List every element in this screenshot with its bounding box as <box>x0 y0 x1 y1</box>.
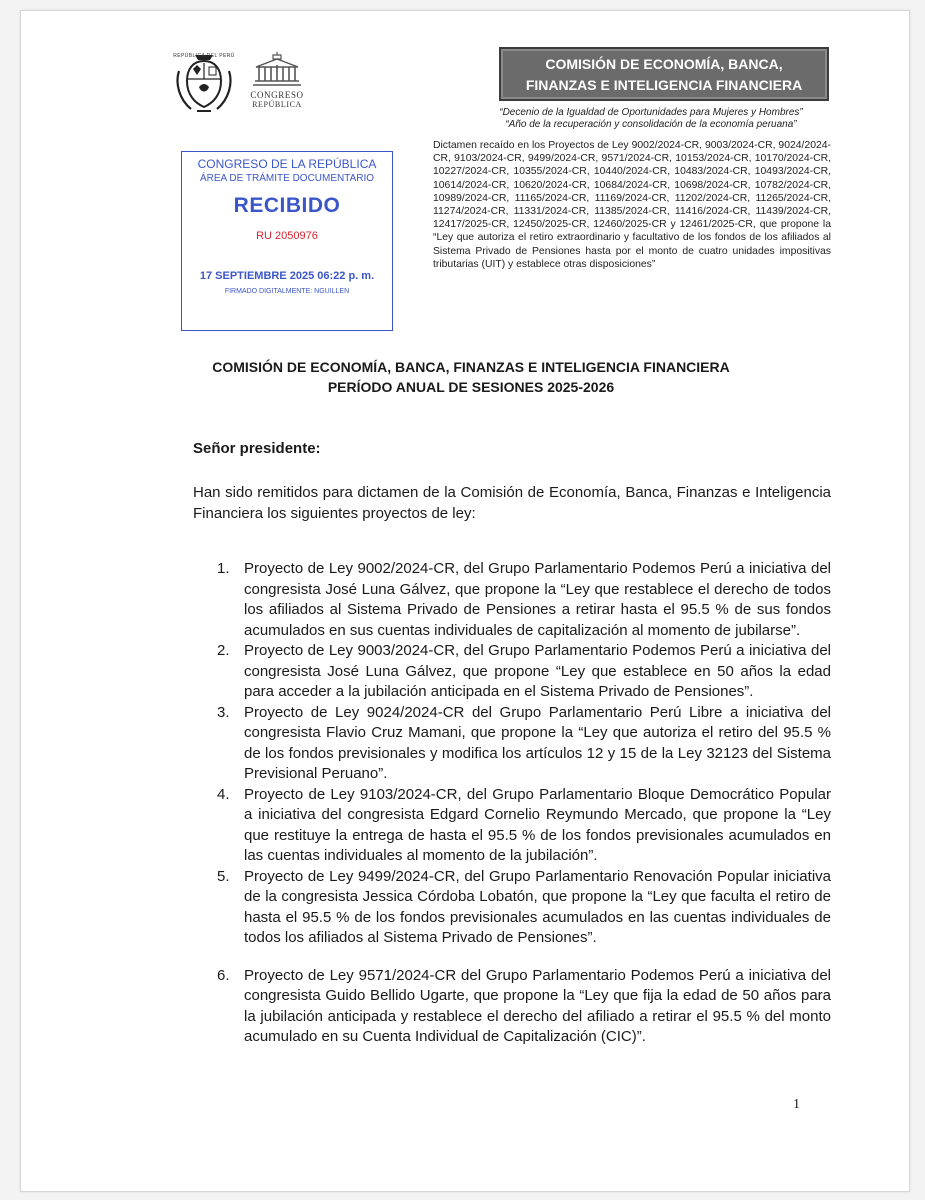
list-item-text: Proyecto de Ley 9103/2024-CR, del Grupo Parlamentario Bloque Democrático Popular a iniciativa del congresista Edgard Cornelio Reymundo Mercado, que propone la “Ley que restituye la entrega de hasta el 95.5 % de los fondos previsionales acumulados en las cuentas individuales al momento de la jubilación”. <box>244 785 831 864</box>
list-item-number: 3. <box>217 703 230 721</box>
congreso-logo <box>243 51 311 117</box>
reception-stamp <box>181 151 393 331</box>
decenio-text <box>461 107 841 131</box>
stamp-status: RECIBIDO <box>233 194 341 217</box>
projects-list <box>217 559 831 1048</box>
list-item <box>217 966 831 1048</box>
stamp-area: ÁREA DE TRÁMITE DOCUMENTARIO <box>199 173 375 184</box>
page-number: 1 <box>793 1097 800 1112</box>
commission-banner <box>499 47 829 101</box>
banner-line2: FINANZAS E INTELIGENCIA FINANCIERA <box>525 77 803 93</box>
list-item-text: Proyecto de Ley 9002/2024-CR, del Grupo Parlamentario Podemos Perú a iniciativa del congresista José Luna Gálvez, que propone la “Ley que restablece el derecho de todos los afiliados al Sistema Privado de Pensiones a retirar hasta el 95.5 % de sus fondos acumulados en sus cuentas individuales de capitalización al momento de jubilarse”. <box>244 560 831 639</box>
stamp-institution: CONGRESO DE LA REPÚBLICA <box>197 157 377 171</box>
list-item-text: Proyecto de Ley 9003/2024-CR, del Grupo Parlamentario Podemos Perú a iniciativa del congresista José Luna Gálvez, que propone “Ley que establece en 50 años la edad para acceder a la jubilación anticipada en el Sistema Privado de Pensiones”. <box>244 642 831 700</box>
list-item <box>217 703 831 785</box>
congreso-logo-line1: CONGRESO <box>250 90 304 100</box>
dictamen-summary: Dictamen recaído en los Proyectos de Ley 9002/2024-CR, 9003/2024-CR, 9024/2024-CR, 9103/2024-CR, 9499/2024-CR, 9571/2024-CR, 10153/2024-CR, 10170/2024-CR, 10227/2024-CR, 10355/2024-CR, 10440/2024-CR, 10483/2024-CR, 10493/2024-CR, 10614/2024-CR, 10620/2024-CR, 10684/2024-CR, 10698/2024-CR, 10782/2024-CR, 10989/2024-CR, 11165/2024-CR, 11169/2024-CR, 11202/2024-CR, 11265/2024-CR, 11274/2024-CR, 11331/2024-CR, 11385/2024-CR, 11416/2024-CR, 11439/2024-CR, 12417/2025-CR, 12450/2025-CR, 12460/2025-CR y 12461/2025-CR, que propone la “Ley que autoriza el retiro extraordinario y facultativo de los fondos de los afiliados al Sistema Privado de Pensiones hasta por el monto de cuatro unidades impositivas tributarias (UIT) y establece otras disposiciones” <box>433 140 831 270</box>
list-item-text: Proyecto de Ley 9024/2024-CR del Grupo Parlamentario Perú Libre a iniciativa del congresista Flavio Cruz Mamani, que propone la “Ley que autoriza el retiro del 95.5 % de los fondos previsionales y modifica los artículos 12 y 15 de la Ley 32123 del Sistema Previsional Peruano”. <box>244 703 831 782</box>
stamp-signature: FIRMADO DIGITALMENTE: NGUILLEN <box>224 288 350 295</box>
list-item-number: 6. <box>217 966 230 984</box>
list-item <box>217 559 831 641</box>
list-item <box>217 641 831 703</box>
anio-line: “Año de la recuperación y consolidación de la economía peruana” <box>505 119 797 130</box>
congress-building-icon <box>249 51 305 89</box>
stamp-datetime: 17 SEPTIEMBRE 2025 06:22 p. m. <box>199 270 375 282</box>
list-item-number: 1. <box>217 560 230 577</box>
congreso-logo-line2: REPÚBLICA <box>252 100 302 109</box>
list-item-number: 2. <box>217 642 230 659</box>
list-item-number: 4. <box>217 785 230 803</box>
list-item <box>217 785 831 867</box>
intro-paragraph: Han sido remitidos para dictamen de la Comisión de Economía, Banca, Finanzas e Inteligencia Financiera los siguientes proyectos de ley: <box>193 484 831 522</box>
title-line1: COMISIÓN DE ECONOMÍA, BANCA, FINANZAS E INTELIGENCIA FINANCIERA <box>212 359 730 375</box>
document-title <box>121 357 821 397</box>
document-page <box>20 10 910 1192</box>
list-item <box>217 867 831 949</box>
title-line2: PERÍODO ANUAL DE SESIONES 2025-2026 <box>327 379 615 395</box>
decenio-line: “Decenio de la Igualdad de Oportunidades para Mujeres y Hombres” <box>499 107 803 118</box>
stamp-ru-number: RU 2050976 <box>256 230 318 242</box>
seal-caption: REPÚBLICA DEL PERÚ <box>173 53 235 59</box>
banner-line1: COMISIÓN DE ECONOMÍA, BANCA, <box>545 56 783 72</box>
salutation: Señor presidente: <box>193 440 321 457</box>
list-item-text: Proyecto de Ley 9571/2024-CR del Grupo Parlamentario Podemos Perú a iniciativa del congresista Guido Bellido Ugarte, que propone la “Ley que fija la edad de 50 años para la jubilación anticipada y restablece el derecho del afiliado a retirar el 95.5 % del monto acumulado en su Cuenta Individual de Capitalización (CIC)”. <box>244 966 831 1045</box>
list-item-number: 5. <box>217 867 230 885</box>
list-item-text: Proyecto de Ley 9499/2024-CR, del Grupo Parlamentario Renovación Popular iniciativa de la congresista Jessica Córdoba Lobatón, que propone la “Ley que faculta el retiro de hasta el 95.5 % de los fondos previsionales acumulados en las cuentas individuales de todos los afiliados al Sistema Privado de Pensiones”. <box>244 867 831 946</box>
